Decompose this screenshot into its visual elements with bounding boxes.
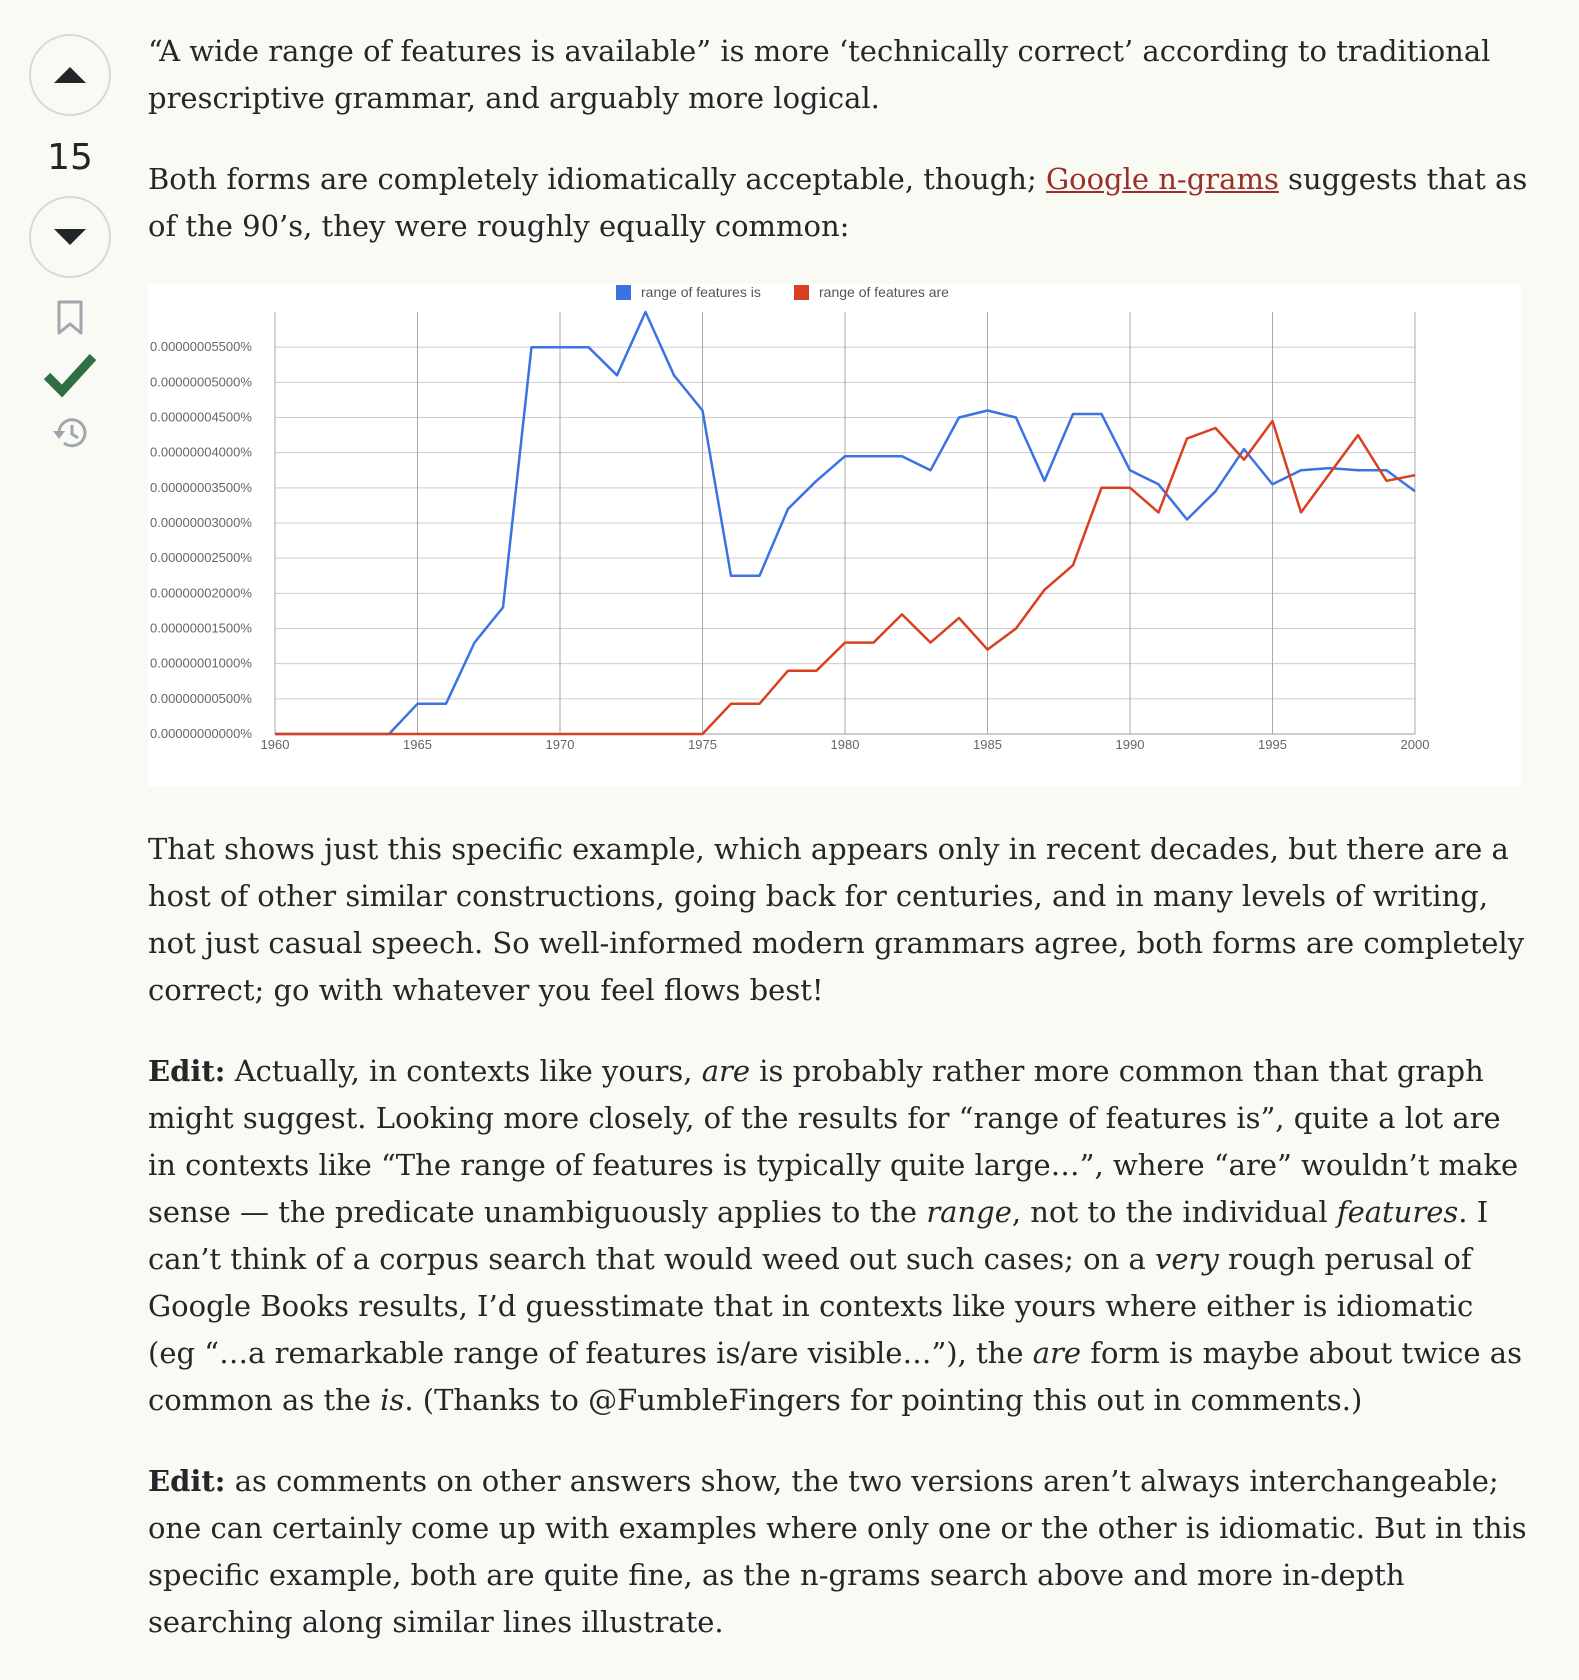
y-tick-label: 0.00000003000% bbox=[150, 515, 252, 530]
caret-down-icon bbox=[52, 227, 88, 247]
emphasis: are bbox=[1032, 1336, 1082, 1370]
paragraph-2-text-a: Both forms are completely idiomatically acceptable, though; bbox=[148, 162, 1046, 196]
legend-label: range of features is bbox=[641, 284, 761, 300]
x-tick-label: 1985 bbox=[973, 737, 1002, 752]
history-button[interactable] bbox=[50, 414, 90, 452]
x-tick-label: 1970 bbox=[545, 737, 575, 752]
paragraph-5 bbox=[148, 1458, 1528, 1646]
y-tick-label: 0.00000005500% bbox=[150, 339, 252, 355]
accepted-answer-mark bbox=[44, 350, 96, 398]
emphasis: are bbox=[701, 1054, 751, 1088]
paragraph-4 bbox=[148, 1048, 1528, 1424]
paragraph-1: “A wide range of features is available” is more ‘technically correct’ according to traditional prescriptive grammar, and arguably more logical. bbox=[148, 34, 1491, 115]
history-icon bbox=[50, 414, 90, 452]
x-tick-label: 1960 bbox=[260, 737, 290, 752]
vote-controls bbox=[28, 34, 112, 452]
y-tick-label: 0.00000001500% bbox=[150, 620, 252, 636]
y-tick-label: 0.00000003500% bbox=[150, 479, 252, 495]
paragraph-4-text: Actually, in contexts like yours, bbox=[225, 1054, 702, 1088]
y-tick-label: 0.00000004500% bbox=[150, 409, 252, 425]
legend-swatch bbox=[616, 285, 631, 300]
emphasis: features bbox=[1336, 1195, 1459, 1229]
y-tick-label: 0.00000000500% bbox=[150, 690, 252, 706]
y-tick-label: 0.00000002500% bbox=[150, 550, 252, 566]
paragraph-4-text: . I can’t think of a corpus search that would weed out such cases; on a bbox=[148, 1195, 1489, 1276]
legend-label: range of features are bbox=[819, 284, 949, 300]
emphasis: very bbox=[1155, 1242, 1219, 1276]
x-tick-label: 2000 bbox=[1400, 737, 1430, 752]
y-tick-label: 0.00000005000% bbox=[150, 374, 252, 390]
paragraph-4-text: . (Thanks to @FumbleFingers for pointing this out in comments.) bbox=[404, 1383, 1363, 1417]
y-tick-label: 0.00000001000% bbox=[150, 655, 252, 671]
paragraph-2-text-b: suggests that as of the 90’s, they were roughly equally common: bbox=[148, 162, 1528, 243]
x-tick-label: 1990 bbox=[1115, 737, 1145, 752]
paragraph-2 bbox=[148, 156, 1528, 250]
answer-body bbox=[148, 28, 1528, 1680]
x-tick-label: 1980 bbox=[830, 737, 860, 752]
checkmark-icon bbox=[44, 350, 96, 398]
paragraph-4-text: form is maybe about twice as common as the bbox=[148, 1336, 1522, 1417]
paragraph-4-text: rough perusal of Google Books results, I’d guesstimate that in contexts like yours where either is idiomatic (eg “…a remarkable range of features is/are visible…”), the bbox=[148, 1242, 1474, 1370]
paragraph-4-text: is probably rather more common than that graph might suggest. Looking more closely, of the results for “range of features is”, quite a lot are in contexts like “The range of features is typically quite large…”, where “are” wouldn’t make sense — the predicate unambiguously applies to the bbox=[148, 1054, 1519, 1229]
vote-count: 15 bbox=[47, 137, 93, 178]
paragraph-5-text: as comments on other answers show, the two versions aren’t always interchangeable; one can certainly come up with examples where only one or the other is idiomatic. But in this specific example, both are quite fine, as the n-grams search above and more in-depth searching along similar lines illustrate. bbox=[148, 1464, 1527, 1639]
x-tick-label: 1965 bbox=[403, 737, 432, 752]
y-tick-label: 0.00000002000% bbox=[150, 585, 252, 601]
upvote-button[interactable] bbox=[29, 34, 111, 116]
legend-swatch bbox=[794, 285, 809, 300]
emphasis: range bbox=[926, 1195, 1012, 1229]
ngram-chart-svg bbox=[148, 284, 1521, 786]
bookmark-icon bbox=[55, 300, 85, 336]
paragraph-3: That shows just this specific example, which appears only in recent decades, but there are a host of other similar constructions, going back for centuries, and in many levels of writing, not just casual speech. So well-informed modern grammars agree, both forms are completely correct; go with whatever you feel flows best! bbox=[148, 832, 1525, 1007]
x-tick-label: 1975 bbox=[688, 737, 717, 752]
emphasis: is bbox=[380, 1383, 405, 1417]
downvote-button[interactable] bbox=[29, 196, 111, 278]
edit-label: Edit: bbox=[148, 1054, 226, 1088]
y-tick-label: 0.00000004000% bbox=[150, 444, 252, 460]
caret-up-icon bbox=[52, 65, 88, 85]
ngram-chart bbox=[148, 284, 1521, 786]
x-tick-label: 1995 bbox=[1258, 737, 1287, 752]
paragraph-4-text: , not to the individual bbox=[1011, 1195, 1337, 1229]
bookmark-button[interactable] bbox=[55, 300, 85, 336]
y-tick-label: 0.00000000000% bbox=[150, 726, 252, 741]
edit-label: Edit: bbox=[148, 1464, 226, 1498]
google-ngrams-link[interactable]: Google n-grams bbox=[1045, 162, 1279, 196]
